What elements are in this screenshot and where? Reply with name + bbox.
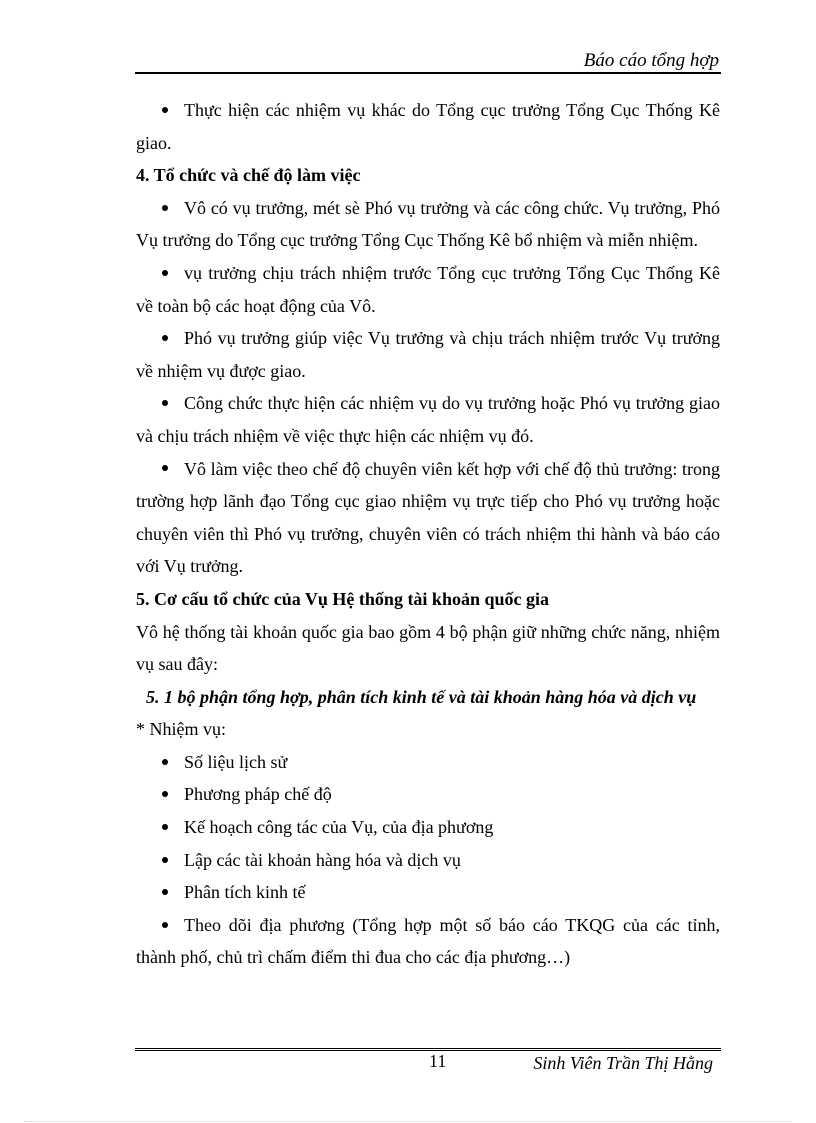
list-item-text: Số liệu lịch sử: [184, 751, 288, 772]
list-item: [136, 909, 720, 974]
list-item-text: Phân tích kinh tế: [184, 882, 306, 903]
list-item: [136, 746, 720, 779]
header-rule: [135, 72, 721, 74]
list-item-text: Theo dõi địa phương (Tổng hợp một số báo cáo TKQG của các tỉnh, thành phố, chủ trì chấm điểm thi đua cho các địa phương…): [136, 914, 720, 968]
list-item-text: Phương pháp chế độ: [184, 784, 332, 805]
list-item-text: Lập các tài khoản hàng hóa và dịch vụ: [184, 849, 461, 870]
bullet-icon: [162, 205, 168, 211]
bullet-paragraph: [136, 94, 720, 159]
bullet-paragraph: [136, 387, 720, 452]
page-header-title: Báo cáo tổng hợp: [583, 50, 719, 71]
bullet-icon: [162, 857, 168, 863]
list-item-text: Kế hoạch công tác của Vụ, của địa phương: [184, 817, 494, 838]
section-heading-5: 5. Cơ cấu tổ chức của Vụ Hệ thống tài khoản quốc gia: [136, 588, 549, 609]
bullet-paragraph: [136, 257, 720, 322]
bullet-paragraph: [136, 192, 720, 257]
page-number: 11: [429, 1051, 447, 1071]
duty-label: * Nhiệm vụ:: [136, 719, 226, 740]
bullet-icon: [162, 335, 168, 341]
subsection-heading-5-1: 5. 1 bộ phận tổng hợp, phân tích kinh tế và tài khoản hàng hóa và dịch vụ: [146, 686, 697, 707]
bullet-icon: [162, 400, 168, 406]
bullet-icon: [162, 824, 168, 830]
bullet-icon: [162, 791, 168, 797]
bullet-text: vụ trưởng chịu trách nhiệm trước Tổng cục trưởng Tổng Cục Thống Kê về toàn bộ các hoạt động của Vô.: [136, 262, 720, 316]
bullet-icon: [162, 270, 168, 276]
list-item: [136, 844, 720, 877]
page-edge-divider: [24, 1121, 792, 1122]
bullet-text: Thực hiện các nhiệm vụ khác do Tổng cục trưởng Tổng Cục Thống Kê giao.: [136, 100, 720, 153]
page-content: [136, 94, 720, 974]
footer-rule: [135, 1048, 721, 1051]
bullet-icon: [162, 922, 168, 928]
list-item: [136, 811, 720, 844]
list-item: [136, 876, 720, 909]
bullet-icon: [162, 465, 168, 471]
bullet-text: Công chức thực hiện các nhiệm vụ do vụ trưởng hoặc Phó vụ trưởng giao và chịu trách nhiệm về việc thực hiện các nhiệm vụ đó.: [136, 393, 720, 446]
bullet-text: Phó vụ trưởng giúp việc Vụ trưởng và chịu trách nhiệm trước Vụ trưởng về nhiệm vụ được giao.: [136, 328, 720, 381]
body-paragraph: Vô hệ thống tài khoản quốc gia bao gồm 4 bộ phận giữ những chức năng, nhiệm vụ sau đây:: [136, 621, 720, 675]
list-item: [136, 778, 720, 811]
bullet-paragraph: [136, 322, 720, 387]
section-heading-4: 4. Tổ chức và chế độ làm việc: [136, 165, 361, 186]
bullet-icon: [162, 889, 168, 895]
bullet-paragraph: [136, 453, 720, 583]
footer-author: Sinh Viên Trần Thị Hằng: [533, 1053, 713, 1073]
bullet-icon: [162, 759, 168, 765]
bullet-text: Vô làm việc theo chế độ chuyên viên kết hợp với chế độ thủ trưởng: trong trường hợp lãnh đạo Tổng cục giao nhiệm vụ trực tiếp cho Phó vụ trưởng hoặc chuyên viên thì Phó vụ trưởng, chuyên viên có trách nhiệm thi hành và báo cáo với Vụ trưởng.: [136, 458, 720, 577]
bullet-icon: [162, 107, 168, 113]
bullet-text: Vô có vụ trưởng, mét sè Phó vụ trưởng và các công chức. Vụ trưởng, Phó Vụ trưởng do Tổng cục trưởng Tổng Cục Thống Kê bổ nhiệm và miễn nhiệm.: [136, 197, 720, 251]
